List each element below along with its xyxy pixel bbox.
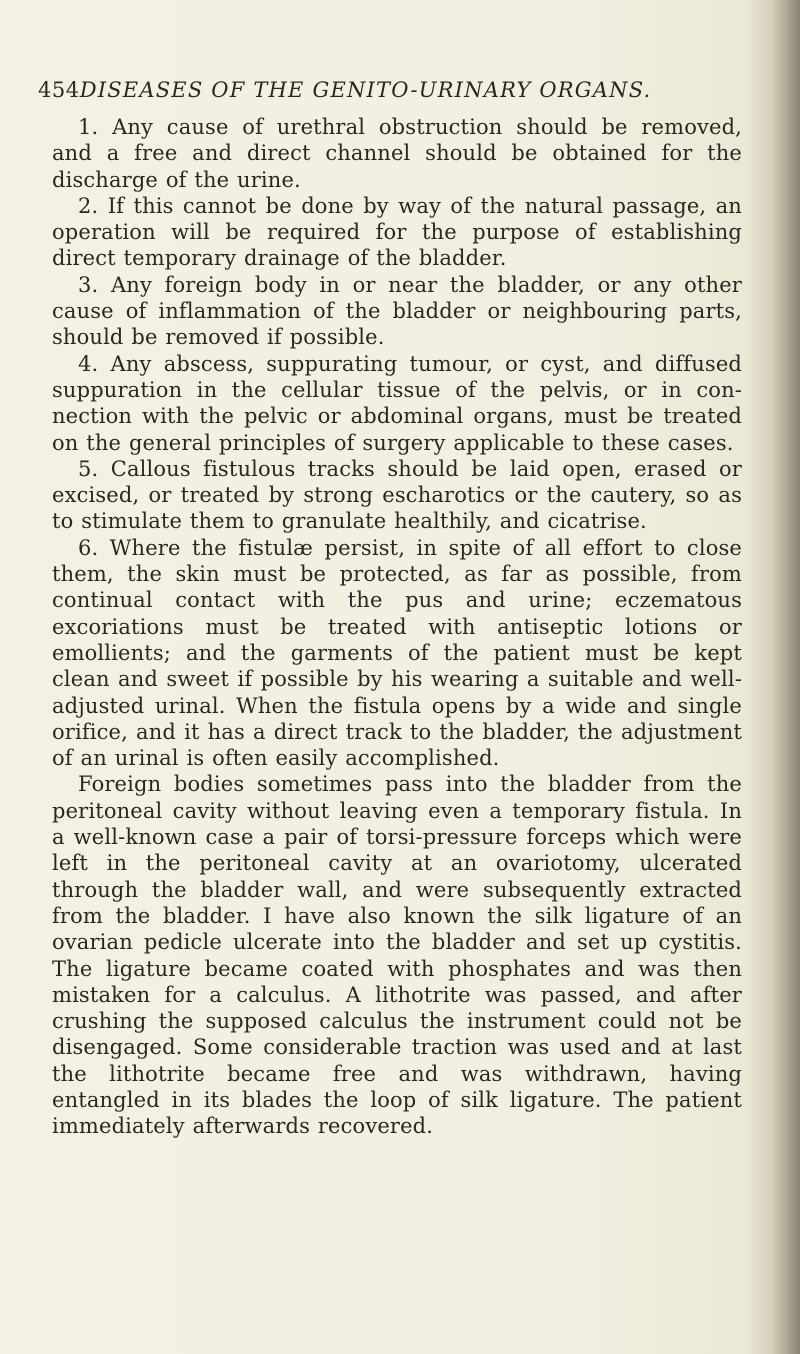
paragraph-5: 5. Callous fistulous tracks should be laid open, erased or excised, or treated by strong escharotics or the cautery, so as to stimulate them to granulate healthily, and cicatrise. [52, 456, 742, 534]
paragraph-foreign-bodies: Foreign bodies sometimes pass into the bladder from the peritoneal cavity without leaving even a temporary fistula. In a well-known case a pair of torsi-pressure forceps which were left in the peritoneal cavity at an ovariotomy, ulcerated through the bladder wall, and were subsequently extracted from the bladder. I have also known the silk ligature of an ovarian pedicle ulcerate into the bladder and set up cystitis. The ligature became coated with phosphates and was then mistaken for a calculus. A lithotrite was passed, and after crushing the supposed calculus the instrument could not be disengaged. Some considerable traction was used and at last the lithotrite became free and was withdrawn, having entangled in its blades the loop of silk ligature. The patient immediately afterwards recovered. [52, 772, 742, 1139]
page-edge-shadow [772, 0, 800, 1354]
paragraph-2: 2. If this cannot be done by way of the natural passage, an operation will be required for the purpose of establishing direct temporary drainage of the bladder. [52, 193, 742, 271]
running-head [38, 76, 758, 106]
page-body [52, 114, 742, 1140]
paragraph-4: 4. Any abscess, suppurating tumour, or cyst, and diffused suppuration in the cellular tissue of the pelvis, or in con- nection with the pelvic or abdominal organs, must be treated on the general principles of surgery applicable to these cases. [52, 351, 742, 455]
paragraph-1: 1. Any cause of urethral obstruction should be removed, and a free and direct channel should be obtained for the discharge of the urine. [52, 115, 742, 192]
paragraph-3: 3. Any foreign body in or near the bladder, or any other cause of inflammation of the bladder or neighbouring parts, should be removed if possible. [52, 272, 742, 350]
paragraph-6: 6. Where the fistulæ persist, in spite of all effort to close them, the skin must be protected, as far as possible, from continual contact with the pus and urine; eczematous excoriations must be treated with antiseptic lotions or emollients; and the garments of the patient must be kept clean and sweet if possible by his wearing a suitable and well-adjusted urinal. When the fistula opens by a wide and single orifice, and it has a direct track to the bladder, the adjustment of an urinal is often easily accomplished. [52, 535, 742, 771]
page-number: 454 [38, 78, 80, 102]
running-head-title: DISEASES OF THE GENITO-URINARY ORGANS. [79, 78, 652, 102]
